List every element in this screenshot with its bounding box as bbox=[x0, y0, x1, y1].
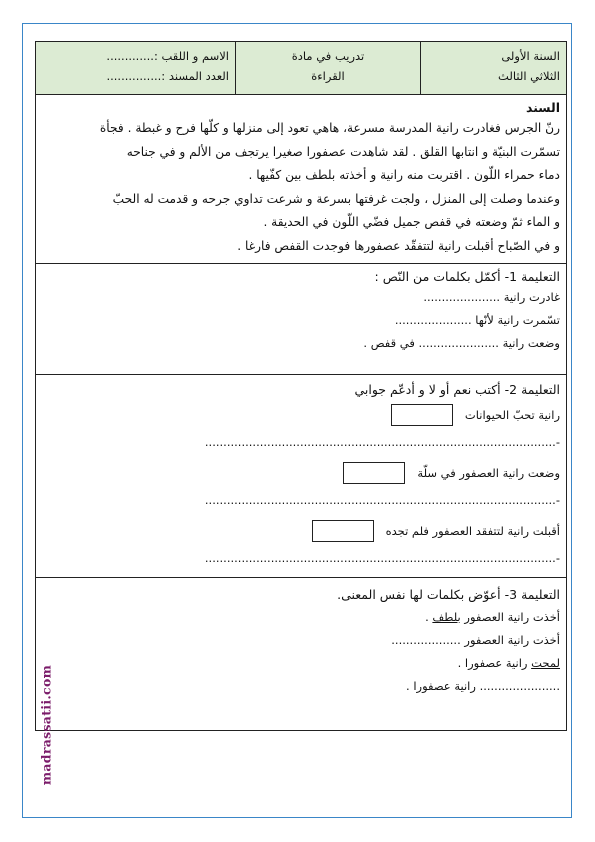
q3-line-end: . bbox=[425, 610, 433, 624]
text-line: و الماء ثمّ وضعته في قفص جميل فضّي اللّون في الحديقة . bbox=[263, 215, 560, 229]
question-3-section bbox=[36, 578, 566, 730]
text-line: تسمّرت البنيّة و انتابها القلق . لقد شاهدت عصفورا صغيرا يرتجف من الألم و في جناحه bbox=[126, 144, 560, 159]
text-line: رنّ الجرس فغادرت رانية المدرسة مسرعة، هاهي تعود إلى منزلها و كلّها فرح و غبطة . فجأة bbox=[99, 121, 560, 135]
subject-label: تدريب في مادة bbox=[291, 49, 365, 63]
yes-no-answer-box[interactable] bbox=[343, 462, 405, 484]
q1-fill-line[interactable]: تسّمرت رانية لأنّها ..................... bbox=[394, 313, 560, 327]
subject-name: القراءة bbox=[311, 69, 345, 83]
worksheet bbox=[35, 41, 567, 731]
text-line: دماء حمراء اللّون . اقتربت منه رانية و أخذته بلطف بين كفّيها . bbox=[248, 168, 560, 182]
yes-no-answer-box[interactable] bbox=[391, 404, 453, 426]
question-3-title: التعليمة 3- أعوّض بكلمات لها نفس المعنى. bbox=[337, 587, 560, 602]
text-line: وعندما وصلت إلى المنزل ، ولجت غرفتها بسرعة و شرعت تداوي جرحه و قدمت له الحبّ bbox=[112, 191, 560, 206]
q2-item bbox=[42, 515, 560, 547]
q1-fill-line[interactable]: وضعت رانية ...................... في قفص . bbox=[363, 336, 560, 350]
header-name-cell bbox=[36, 42, 236, 94]
year-label: السنة الأولى bbox=[501, 49, 560, 63]
header-subject-cell bbox=[236, 42, 421, 94]
justification-line[interactable]: -................................................................................................ bbox=[204, 435, 560, 449]
q3-line bbox=[42, 606, 560, 629]
question-2-section bbox=[36, 375, 566, 578]
text-section bbox=[36, 95, 566, 264]
header-year-cell bbox=[421, 42, 566, 94]
q2-statement: أقبلت رانية لتتفقد العصفور فلم تجده bbox=[385, 524, 560, 538]
q2-statement: وضعت رانية العصفور في سلّة bbox=[417, 466, 560, 480]
watermark-text: madrassatii.com bbox=[38, 664, 54, 786]
q3-fill-line[interactable]: ...................... رانية عصفورا . bbox=[406, 679, 560, 693]
q2-item bbox=[42, 457, 560, 489]
yes-no-answer-box[interactable] bbox=[312, 520, 374, 542]
question-1-section bbox=[36, 264, 566, 375]
question-1-title: التعليمة 1- أكمّل بكلمات من النّص : bbox=[374, 269, 560, 284]
q2-statement: رانية تحبّ الحيوانات bbox=[464, 408, 560, 422]
q3-line bbox=[42, 652, 560, 675]
q3-line-text: رانية عصفورا . bbox=[457, 656, 532, 670]
name-field[interactable]: الاسم و اللقب :............. bbox=[106, 49, 229, 63]
watermark bbox=[36, 645, 56, 805]
underlined-word: لمحت bbox=[531, 656, 560, 670]
underlined-word: بلطف bbox=[432, 610, 461, 624]
header-table bbox=[36, 42, 566, 95]
q3-fill-line[interactable]: أخذت رانية العصفور ................... bbox=[391, 633, 560, 647]
question-2-title: التعليمة 2- أكتب نعم أو لا و أدعّم جوابي bbox=[354, 382, 560, 397]
score-field[interactable]: العدد المسند :............... bbox=[106, 69, 229, 83]
term-label: الثلاثي الثالث bbox=[498, 69, 560, 83]
justification-line[interactable]: -................................................................................................ bbox=[204, 493, 560, 507]
justification-line[interactable]: -................................................................................................ bbox=[204, 551, 560, 565]
q3-line-text: أخذت رانية العصفور bbox=[460, 610, 560, 624]
text-title: السند bbox=[525, 100, 560, 115]
text-line: و في الصّباح أقبلت رانية لتتفقّد عصفورها فوجدت القفص فارغا . bbox=[237, 238, 560, 253]
q2-item bbox=[42, 399, 560, 431]
q1-fill-line[interactable]: غادرت رانية ..................... bbox=[423, 290, 560, 304]
